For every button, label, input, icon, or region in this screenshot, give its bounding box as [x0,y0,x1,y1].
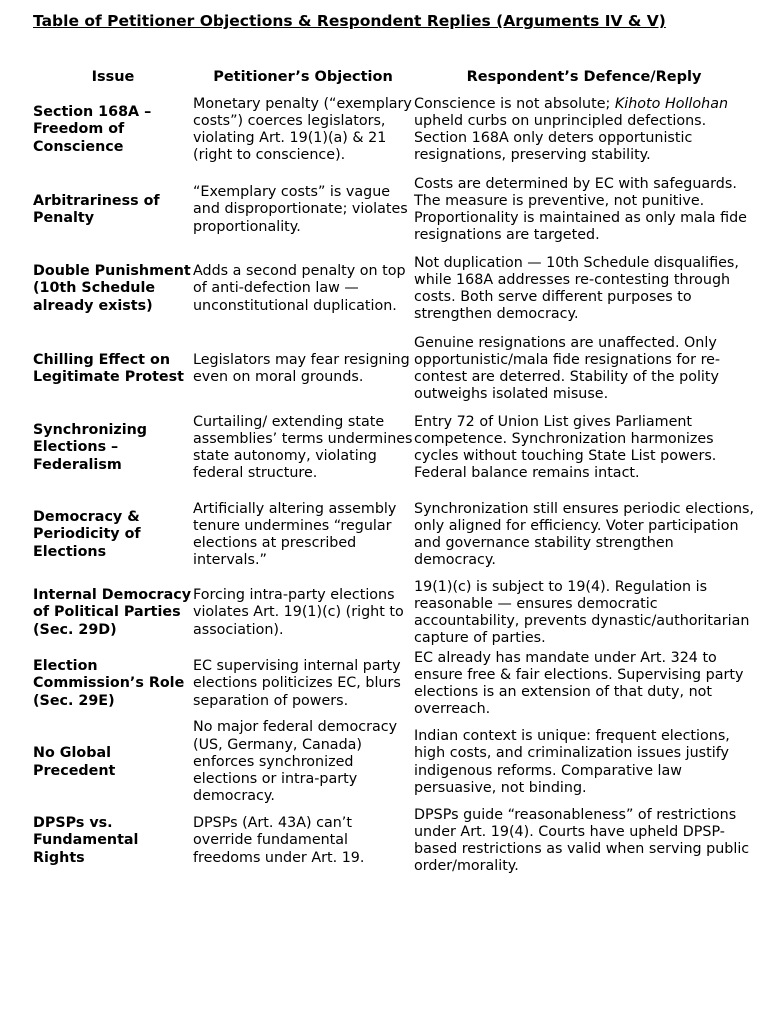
reply-cell: Costs are determined by EC with safeguards. The measure is preventive, not punitive. Proportionality is maintained as only mala fide resignations are targeted. [414,175,747,244]
issue-cell: Double Punishment (10th Schedule already exists) [33,263,191,314]
objection-cell: EC supervising internal party elections politicizes EC, blurs separation of powers. [193,658,401,709]
reply-text-start: Conscience is not absolute; [414,95,615,112]
issue-cell: Arbitrariness of Penalty [33,192,160,226]
issue-cell: Synchronizing Elections – Federalism [33,422,148,473]
reply-cell: Indian context is unique: frequent elections, high costs, and criminalization issues justify indigenous reforms. Comparative law persuasive, not binding. [414,728,730,796]
table-row [0,405,768,491]
reply-text-end: upheld curbs on unprincipled defections. Section 168A only deters opportunistic resignations, preserving stability. [414,112,707,164]
objection-cell: “Exemplary costs” is vague and disproportionate; violates proportionality. [193,184,408,235]
table-row [0,578,768,648]
objection-cell: Adds a second penalty on top of anti-defection law — unconstitutional duplication. [193,263,406,314]
table-row [0,806,768,876]
reply-cell: EC already has mandate under Art. 324 to ensure free & fair elections. Supervising party elections is an extension of that duty, not overreach. [414,649,744,718]
reply-cell: Synchronization still ensures periodic elections, only aligned for efficiency. Voter participation and governance stability strengthen democracy. [414,500,755,569]
table-header-row [0,68,768,86]
table-row [0,649,768,719]
column-header-objection: Petitioner’s Objection [213,69,393,85]
column-header-issue: Issue [91,69,135,85]
table-row [0,174,768,246]
issue-cell: Chilling Effect on Legitimate Protest [33,351,184,385]
table-row [0,491,768,579]
reply-cell: DPSPs guide “reasonableness” of restrictions under Art. 19(4). Courts have upheld DPSP-based restrictions as valid when serving public order/morality. [414,806,750,875]
objection-cell: Artificially altering assembly tenure undermines “regular elections at prescribed intervals.” [193,500,397,569]
column-header-reply: Respondent’s Defence/Reply [466,69,702,85]
reply-cell: Not duplication — 10th Schedule disqualifies, while 168A addresses re-contesting through costs. Both serve different purposes to strengthen democracy. [414,254,739,323]
table-row [0,87,768,173]
objection-cell: Monetary penalty (“exemplary costs”) coerces legislators, violating Art. 19(1)(a) & 21 (right to conscience). [193,95,412,164]
issue-cell: No Global Precedent [33,745,116,779]
reply-cell: Genuine resignations are unaffected. Only opportunistic/mala fide resignations for re-contest are deterred. Stability of the polity outweighs isolated misuse. [414,334,721,403]
table-row [0,719,768,806]
objection-cell: DPSPs (Art. 43A) can’t override fundamental freedoms under Art. 19. [193,815,365,866]
issue-cell: Democracy & Periodicity of Elections [33,509,141,560]
reply-cell: Entry 72 of Union List gives Parliament competence. Synchronization harmonizes cycles without touching State List powers. Federal balance remains intact. [414,413,717,482]
table-row [0,245,768,333]
issue-cell: Section 168A – Freedom of Conscience [33,104,152,155]
document-title: Table of Petitioner Objections & Respondent Replies (Arguments IV & V) [33,12,666,30]
reply-cell: 19(1)(c) is subject to 19(4). Regulation is reasonable — ensures democratic accountability, prevents dynastic/authoritarian capture of parties. [414,578,750,647]
issue-cell: Internal Democracy of Political Parties (Sec. 29D) [33,587,192,638]
reply-cell [414,87,759,173]
objection-cell: Curtailing/ extending state assemblies’ terms undermines state autonomy, violating federal structure. [193,413,413,482]
table-row [0,334,768,404]
objection-cell: Forcing intra-party elections violates Art. 19(1)(c) (right to association). [193,587,404,638]
objection-cell: Legislators may fear resigning even on moral grounds. [193,351,410,385]
issue-cell: DPSPs vs. Fundamental Rights [33,815,139,866]
issue-cell: Election Commission’s Role (Sec. 29E) [33,658,185,709]
objection-cell: No major federal democracy (US, Germany, Canada) enforces synchronized elections or intra-party democracy. [193,719,398,805]
case-name: Kihoto Hollohan [614,95,729,112]
